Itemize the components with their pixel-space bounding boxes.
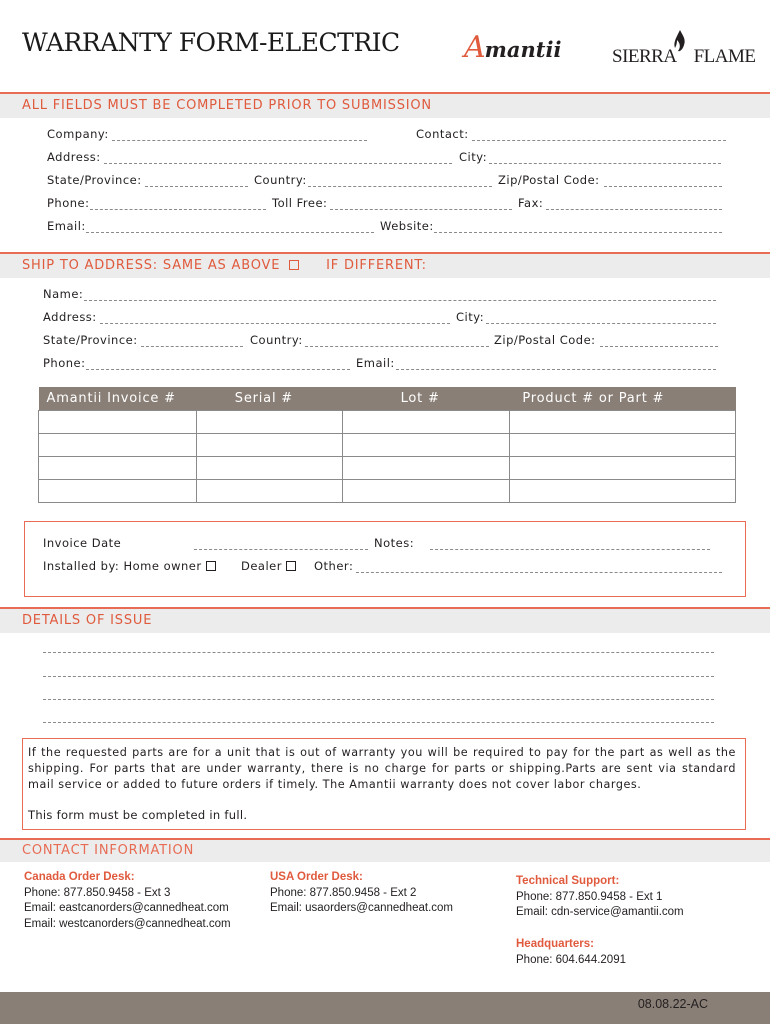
company-label: Company:	[47, 127, 109, 141]
parts-table-header-row	[39, 387, 736, 410]
ship-phone-label: Phone:	[43, 356, 86, 370]
table-cell[interactable]	[510, 479, 736, 502]
company-field[interactable]	[112, 140, 367, 141]
ship-to-heading-text: SHIP TO ADDRESS: SAME AS ABOVE	[22, 258, 281, 273]
details-line[interactable]	[43, 676, 714, 677]
table-cell[interactable]	[39, 479, 197, 502]
usa-phone: Phone: 877.850.9458 - Ext 2	[270, 886, 417, 899]
sierra-logo-word: SIERRA	[612, 46, 677, 67]
header-serial: Serial #	[196, 387, 342, 410]
usa-email[interactable]: Email: usaorders@cannedheat.com	[270, 902, 453, 914]
usa-order-desk	[270, 870, 453, 917]
table-cell[interactable]	[196, 433, 342, 456]
table-row	[39, 410, 736, 433]
flame-logo-word: FLAME	[693, 46, 756, 67]
table-cell[interactable]	[196, 410, 342, 433]
table-cell[interactable]	[196, 456, 342, 479]
table-row	[39, 433, 736, 456]
zip-label: Zip/Postal Code:	[498, 173, 600, 187]
details-heading: DETAILS OF ISSUE	[22, 613, 153, 628]
ship-state-field[interactable]	[141, 346, 243, 347]
contact-label: Contact:	[416, 127, 469, 141]
complete-note: This form must be completed in full.	[28, 808, 248, 822]
dealer-label: Dealer	[241, 559, 282, 573]
table-cell[interactable]	[39, 433, 197, 456]
invoice-date-label: Invoice Date	[43, 536, 122, 550]
canada-title: Canada Order Desk:	[24, 871, 135, 883]
table-cell[interactable]	[510, 456, 736, 479]
email-field[interactable]	[86, 232, 374, 233]
ship-zip-field[interactable]	[600, 346, 718, 347]
table-cell[interactable]	[39, 410, 197, 433]
state-field[interactable]	[145, 186, 248, 187]
amantii-logo-rest: mantii	[484, 37, 562, 62]
contact-field[interactable]	[472, 140, 726, 141]
canada-phone: Phone: 877.850.9458 - Ext 3	[24, 886, 171, 899]
other-label: Other:	[314, 559, 354, 573]
ship-zip-label: Zip/Postal Code:	[494, 333, 596, 347]
phone-label: Phone:	[47, 196, 90, 210]
table-row	[39, 479, 736, 502]
headquarters	[516, 937, 626, 968]
amantii-logo-initial: A	[464, 30, 485, 65]
ship-city-label: City:	[456, 310, 485, 324]
fax-field[interactable]	[546, 209, 722, 210]
address-label: Address:	[47, 150, 101, 164]
ship-country-field[interactable]	[305, 346, 489, 347]
notes-label: Notes:	[374, 536, 415, 550]
installed-by-home-owner-label: Installed by: Home owner	[43, 559, 202, 573]
state-label: State/Province:	[47, 173, 142, 187]
phone-field[interactable]	[90, 209, 266, 210]
form-code: 08.08.22-AC	[637, 997, 708, 1011]
country-label: Country:	[254, 173, 307, 187]
header-invoice: Amantii Invoice #	[39, 387, 197, 410]
toll-free-label: Toll Free:	[272, 196, 328, 210]
invoice-date-field[interactable]	[194, 549, 368, 550]
canada-email-east[interactable]: Email: eastcanorders@cannedheat.com	[24, 902, 229, 914]
warranty-paragraph: If the requested parts are for a unit that is out of warranty you will be required to pay for the part as well as the shipping. For parts that are under warranty, there is no charge for parts or shipping.Parts are sent via standard mail service or added to future orders if timely. The Amantii warranty does not cover labor charges.	[28, 746, 736, 791]
ship-name-field[interactable]	[84, 300, 716, 301]
contact-heading: CONTACT INFORMATION	[22, 843, 195, 858]
email-label: Email:	[47, 219, 86, 233]
other-field[interactable]	[356, 572, 722, 573]
hq-title: Headquarters:	[516, 938, 594, 950]
toll-free-field[interactable]	[330, 209, 512, 210]
ship-city-field[interactable]	[486, 323, 716, 324]
table-cell[interactable]	[39, 456, 197, 479]
ship-address-field[interactable]	[100, 323, 450, 324]
ship-email-label: Email:	[356, 356, 395, 370]
header-lot: Lot #	[342, 387, 510, 410]
dealer-checkbox[interactable]	[286, 561, 296, 571]
ship-to-heading	[22, 258, 427, 273]
tech-email[interactable]: Email: cdn-service@amantii.com	[516, 906, 684, 918]
table-cell[interactable]	[342, 456, 510, 479]
parts-table	[38, 387, 736, 503]
table-cell[interactable]	[510, 410, 736, 433]
technical-support	[516, 874, 684, 921]
ship-state-label: State/Province:	[43, 333, 138, 347]
website-field[interactable]	[434, 232, 722, 233]
same-as-above-checkbox[interactable]	[289, 260, 299, 270]
page-title: WARRANTY FORM-ELECTRIC	[22, 28, 400, 57]
canada-email-west[interactable]: Email: westcanorders@cannedheat.com	[24, 917, 231, 930]
fax-label: Fax:	[518, 196, 544, 210]
details-line[interactable]	[43, 652, 714, 653]
if-different-text: IF DIFFERENT:	[326, 258, 427, 273]
flame-icon	[674, 30, 686, 52]
address-field[interactable]	[104, 163, 452, 164]
header-product: Product # or Part #	[510, 387, 736, 410]
usa-title: USA Order Desk:	[270, 871, 363, 883]
table-cell[interactable]	[510, 433, 736, 456]
hq-phone: Phone: 604.644.2091	[516, 953, 626, 966]
home-owner-checkbox[interactable]	[206, 561, 216, 571]
dealer-row	[241, 559, 296, 573]
table-cell[interactable]	[342, 410, 510, 433]
required-heading: ALL FIELDS MUST BE COMPLETED PRIOR TO SUBMISSION	[22, 98, 432, 113]
tech-phone: Phone: 877.850.9458 - Ext 1	[516, 890, 663, 903]
notes-field[interactable]	[430, 549, 710, 550]
ship-email-field[interactable]	[396, 369, 716, 370]
table-cell[interactable]	[342, 433, 510, 456]
country-field[interactable]	[308, 186, 492, 187]
details-line[interactable]	[43, 722, 714, 723]
website-label: Website:	[380, 219, 434, 233]
table-cell[interactable]	[342, 479, 510, 502]
installed-by-row	[43, 559, 216, 573]
amantii-logo	[464, 30, 561, 65]
table-row	[39, 456, 736, 479]
ship-phone-field[interactable]	[86, 369, 350, 370]
canada-order-desk	[24, 870, 231, 932]
ship-country-label: Country:	[250, 333, 303, 347]
tech-title: Technical Support:	[516, 875, 620, 887]
city-label: City:	[459, 150, 488, 164]
table-cell[interactable]	[196, 479, 342, 502]
city-field[interactable]	[489, 163, 721, 164]
ship-address-label: Address:	[43, 310, 97, 324]
details-line[interactable]	[43, 699, 714, 700]
ship-name-label: Name:	[43, 287, 84, 301]
zip-field[interactable]	[604, 186, 722, 187]
